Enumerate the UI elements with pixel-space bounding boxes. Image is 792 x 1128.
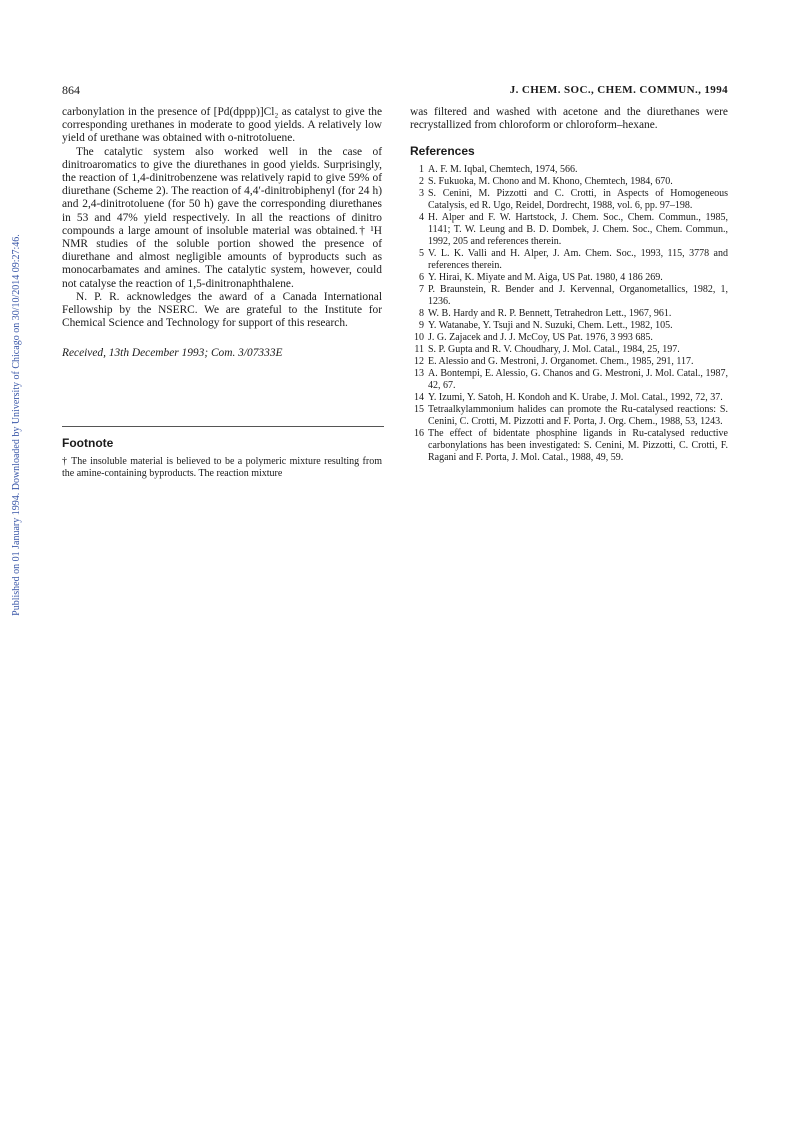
reference-number: 5 — [419, 248, 424, 260]
reference-number: 6 — [419, 272, 424, 284]
reference-item — [410, 164, 728, 176]
reference-item — [410, 332, 728, 344]
reference-number: 12 — [414, 356, 424, 368]
reference-list — [410, 164, 728, 464]
reference-text: E. Alessio and G. Mestroni, J. Organomet. Chem., 1985, 291, 117. — [428, 356, 694, 368]
right-column — [410, 106, 728, 464]
reference-text: J. G. Zajacek and J. J. McCoy, US Pat. 1976, 3 993 685. — [428, 332, 653, 344]
received-date: Received, 13th December 1993; Com. 3/07333E — [62, 347, 283, 360]
reference-text: S. P. Gupta and R. V. Choudhary, J. Mol. Catal., 1984, 25, 197. — [428, 344, 680, 356]
reference-text: The effect of bidentate phosphine ligands in Ru-catalysed reductive carbonylations has been investigated: S. Cenini, M. Pizzotti, C. Crotti, F. Ragani and F. Porta, J. Mol. Catal., 1988, 49, 59. — [428, 428, 728, 464]
reference-number: 15 — [414, 404, 424, 416]
reference-number: 13 — [414, 368, 424, 380]
left-column — [62, 106, 382, 480]
body-paragraph: The catalytic system also worked well in the case of dinitroaromatics to give the diurethanes in good yields. Surprisingly, the reaction of 1,4-dinitrobenzene was relatively rapid to give 59% of diurethane (Scheme 2). The reaction of 4,4′-dinitrobiphenyl (for 24 h) and 2,4-dinitrotoluene (for 50 h) gave the corresponding diurethanes in 53 and 47% yield respectively. In all the reactions of dinitro compounds a large amount of insoluble material was obtained.† ¹H NMR studies of the soluble portion showed the presence of diurethane and almost negligible amounts of byproducts such as monocarbamates and amines. The catalytic system, however, could not catalyse the reaction of 1,5-dinitronaphthalene. — [62, 145, 382, 290]
reference-text: A. Bontempi, E. Alessio, G. Chanos and G. Mestroni, J. Mol. Catal., 1987, 42, 67. — [428, 368, 728, 392]
journal-running-title: J. CHEM. SOC., CHEM. COMMUN., 1994 — [509, 84, 728, 96]
body-paragraph-continued: was filtered and washed with acetone and the diurethanes were recrystallized from chloroform or chloroform–hexane. — [410, 106, 728, 132]
reference-number: 14 — [414, 392, 424, 404]
reference-item — [410, 212, 728, 248]
body-paragraph: carbonylation in the presence of [Pd(dppp)]Cl₂ as catalyst to give the corresponding urethanes in moderate to good yields. A relatively low yield of urethane was obtained with o-nitrotoluene. — [62, 106, 382, 145]
page-number: 864 — [62, 83, 80, 97]
reference-text: H. Alper and F. W. Hartstock, J. Chem. Soc., Chem. Commun., 1985, 1141; T. W. Leung and B. D. Dombek, J. Chem. Soc., Chem. Commun., 1992, 205 and references therein. — [428, 212, 728, 248]
reference-item — [410, 188, 728, 212]
reference-text: V. L. K. Valli and H. Alper, J. Am. Chem. Soc., 1993, 115, 3778 and references therein. — [428, 248, 728, 272]
reference-item — [410, 392, 728, 404]
reference-text: Tetraalkylammonium halides can promote the Ru-catalysed reactions: S. Cenini, C. Crotti, M. Pizzotti and F. Porta, J. Org. Chem., 1988, 53, 1243. — [428, 404, 728, 428]
reference-text: W. B. Hardy and R. P. Bennett, Tetrahedron Lett., 1967, 961. — [428, 308, 672, 320]
reference-text: S. Cenini, M. Pizzotti and C. Crotti, in Aspects of Homogeneous Catalysis, ed R. Ugo, Reidel, Dordrecht, 1988, vol. 6, pp. 97–198. — [428, 188, 728, 212]
download-watermark: Published on 01 January 1994. Downloaded by University of Chicago on 30/10/2014 09:27:46. — [11, 234, 22, 616]
reference-number: 1 — [419, 164, 424, 176]
reference-item — [410, 344, 728, 356]
footnote-divider — [62, 426, 384, 427]
reference-item — [410, 284, 728, 308]
reference-number: 10 — [414, 332, 424, 344]
reference-text: S. Fukuoka, M. Chono and M. Khono, Chemtech, 1984, 670. — [428, 176, 673, 188]
reference-item — [410, 404, 728, 428]
reference-item — [410, 308, 728, 320]
reference-item — [410, 272, 728, 284]
reference-item — [410, 428, 728, 464]
reference-number: 7 — [419, 284, 424, 296]
reference-item — [410, 248, 728, 272]
reference-text: Y. Hirai, K. Miyate and M. Aiga, US Pat. 1980, 4 186 269. — [428, 272, 663, 284]
footnote-text: † The insoluble material is believed to be a polymeric mixture resulting from the amine-containing byproducts. The reaction mixture — [62, 455, 382, 479]
reference-number: 4 — [419, 212, 424, 224]
reference-number: 9 — [419, 320, 424, 332]
reference-number: 16 — [414, 428, 424, 440]
acknowledgement-paragraph: N. P. R. acknowledges the award of a Canada International Fellowship by the NSERC. We are grateful to the Institute for Chemical Science and Technology for support of this research. — [62, 290, 382, 330]
reference-item — [410, 356, 728, 368]
reference-number: 3 — [419, 188, 424, 200]
reference-number: 11 — [414, 344, 424, 356]
reference-item — [410, 320, 728, 332]
reference-text: A. F. M. Iqbal, Chemtech, 1974, 566. — [428, 164, 578, 176]
reference-text: Y. Watanabe, Y. Tsuji and N. Suzuki, Chem. Lett., 1982, 105. — [428, 320, 673, 332]
reference-text: Y. Izumi, Y. Satoh, H. Kondoh and K. Urabe, J. Mol. Catal., 1992, 72, 37. — [428, 392, 723, 404]
reference-item — [410, 176, 728, 188]
footnote-heading: Footnote — [62, 435, 114, 450]
reference-number: 2 — [419, 176, 424, 188]
reference-item — [410, 368, 728, 392]
reference-text: P. Braunstein, R. Bender and J. Kervennal, Organometallics, 1982, 1, 1236. — [428, 284, 728, 308]
reference-number: 8 — [419, 308, 424, 320]
page-header — [62, 82, 728, 98]
references-heading: References — [410, 144, 475, 159]
